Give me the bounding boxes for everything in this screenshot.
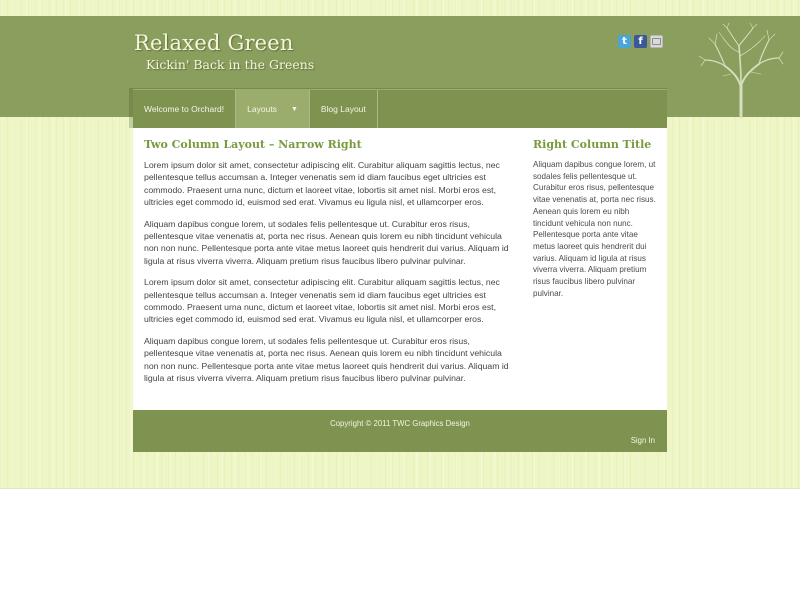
site-tagline: Kickin' Back in the Greens xyxy=(146,57,315,72)
social-links xyxy=(618,35,663,48)
tree-icon xyxy=(695,22,785,118)
main-paragraph: Lorem ipsum dolor sit amet, consectetur adipiscing elit. Curabitur aliquam sagittis lectus, nec pellentesque tellus accumsan a. Integer venenatis sem id diam faucibus eget ultricies est commodo. Praesent urna nunc, dictum et laoreet vitae, lobortis sit amet nisl. Morbi eros est, ultricies eget commodo id, euismod sed erat. Vivamus eu ligula nisl, et ullamcorper eros. xyxy=(144,160,500,208)
facebook-icon[interactable]: f xyxy=(634,35,647,48)
main-paragraph: Lorem ipsum dolor sit amet, consectetur adipiscing elit. Curabitur aliquam sagittis lectus, nec pellentesque tellus accumsan a. Integer venenatis sem id diam faucibus eget ultricies est commodo. Praesent urna nunc, dictum et laoreet vitae, lobortis sit amet nisl. Morbi eros est, ultricies eget commodo id, euismod sed erat. Vivamus eu ligula nisl, et ullamcorper eros. xyxy=(144,277,500,325)
nav-item-label: Layouts xyxy=(247,104,277,114)
right-column-title: Right Column Title xyxy=(533,138,652,151)
content-area xyxy=(133,128,667,410)
right-column-text: Aliquam dapibus congue lorem, ut sodales felis pellentesque ut. Curabitur eros risus, pellentesque vitae venenatis at, porta nec risus. Aenean quis lorem eu nibh tincidunt vehicula non nunc. Pellentesque porta ante vitae metus laoreet quis hendrerit dui varius. Aliquam id ligula at risus viverra viverra. Aliquam pretium risus faucibus libero pulvinar pulvinar. xyxy=(533,160,656,298)
sign-in-link[interactable]: Sign In xyxy=(630,436,655,445)
nav-item-label: Welcome to Orchard! xyxy=(144,104,225,114)
nav-item-welcome[interactable] xyxy=(133,90,236,128)
copyright-text: Copyright © 2011 TWC Graphics Design xyxy=(330,419,470,428)
main-paragraph: Aliquam dapibus congue lorem, ut sodales felis pellentesque ut. Curabitur eros risus, pellentesque vitae venenatis at, porta nec risus. Aenean quis lorem eu nibh tincidunt vehicula non non nunc. Pellentesque porta ante vitae metus laoreet quis hendrerit dui varius. Aliquam id ligula at risus viverra viverra. Aliquam pretium risus faucibus libero pulvinar pulvinar. xyxy=(144,335,509,384)
site-title[interactable]: Relaxed Green xyxy=(134,31,294,55)
main-title: Two Column Layout – Narrow Right xyxy=(144,138,362,151)
footer xyxy=(133,410,667,452)
twitter-icon[interactable]: t xyxy=(618,35,631,48)
nav-item-layouts[interactable] xyxy=(236,90,310,128)
caret-down-icon: ▼ xyxy=(290,105,298,113)
main-nav xyxy=(133,89,667,128)
rss-icon[interactable] xyxy=(650,35,663,48)
main-paragraph: Aliquam dapibus congue lorem, ut sodales felis pellentesque ut. Curabitur eros risus, pellentesque vitae venenatis at, porta nec risus. Aenean quis lorem eu nibh tincidunt vehicula non non nunc. Pellentesque porta ante vitae metus laoreet quis hendrerit dui varius. Aliquam id ligula at risus viverra viverra. Aliquam pretium risus faucibus libero pulvinar pulvinar. xyxy=(144,218,509,266)
nav-item-label: Blog Layout xyxy=(320,104,366,114)
right-column xyxy=(533,138,658,299)
main-column xyxy=(144,138,509,394)
nav-item-blog-layout[interactable] xyxy=(310,90,378,128)
